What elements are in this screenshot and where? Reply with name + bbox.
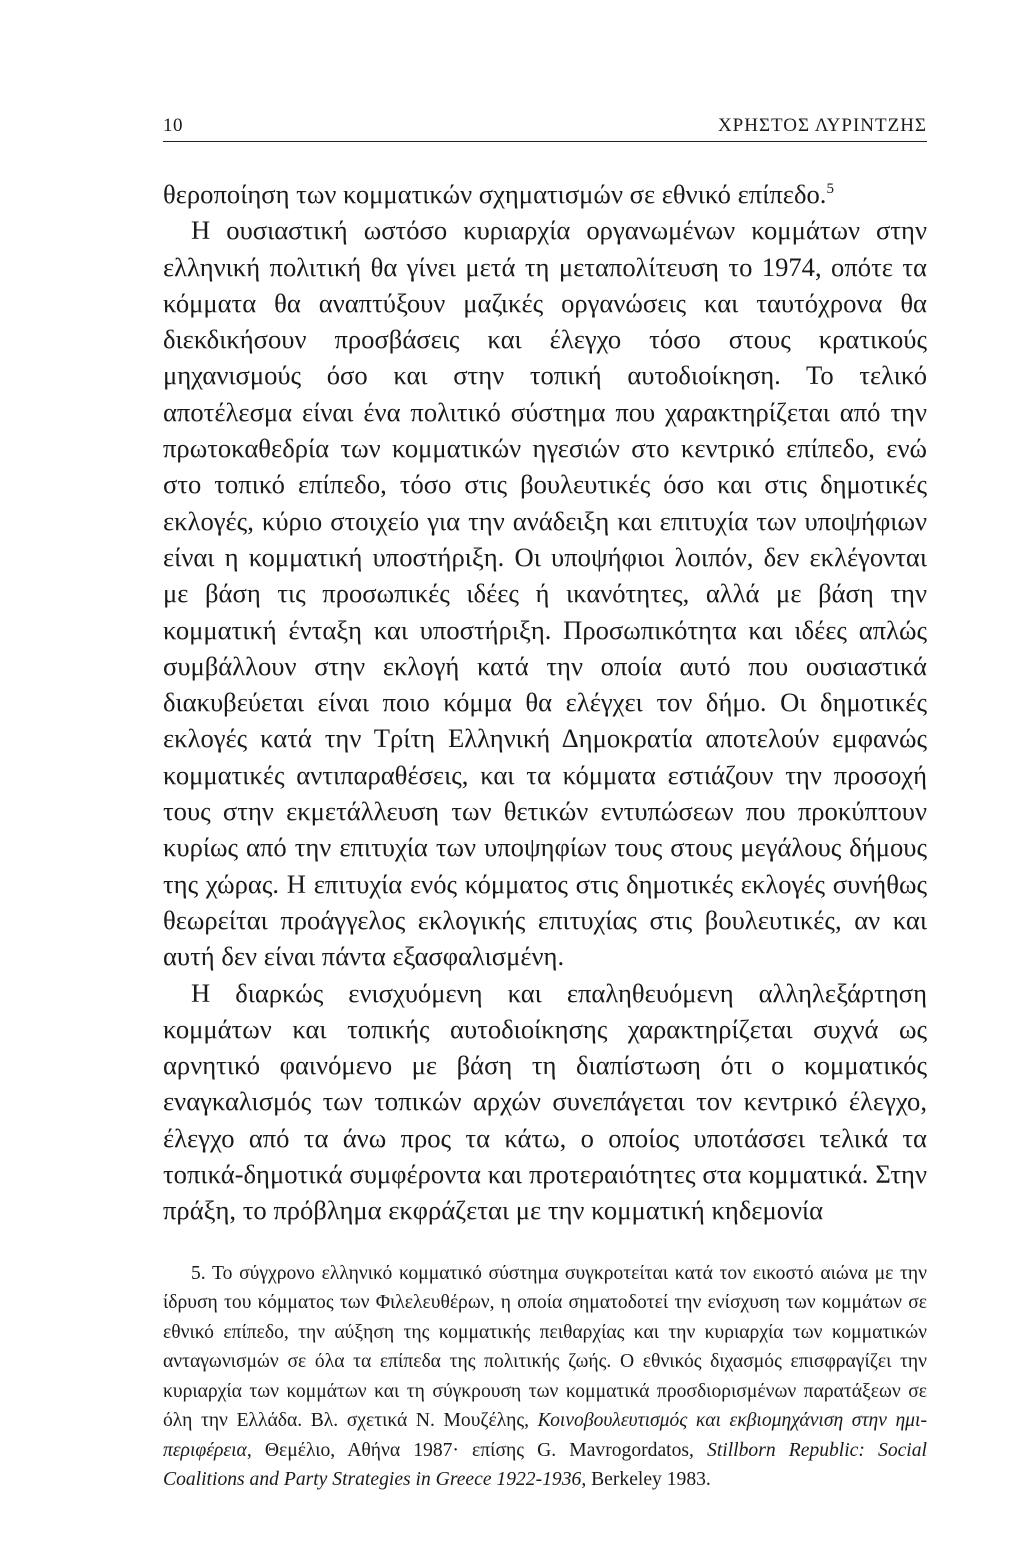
footnote-book-title-1: Κοινοβουλευτισμός και εκβιομηχάνιση στην ημι-περιφέρεια bbox=[163, 1410, 927, 1461]
footnote-reference[interactable]: 5 bbox=[826, 181, 834, 198]
footnote-text-3: , Berkeley 1983. bbox=[581, 1469, 711, 1491]
footnotes bbox=[163, 1259, 927, 1495]
book-page bbox=[163, 112, 927, 1495]
running-head-author: ΧΡΗΣΤΟΣ ΛΥΡΙΝΤΖΗΣ bbox=[717, 115, 927, 136]
running-head bbox=[163, 112, 927, 142]
footnote-text-1: 5. Το σύγχρονο ελληνικό κομματικό σύστημα συγκροτείται κατά τον εικοστό αιώνα με την ίδρυση του κόμματος των Φιλελευθέρων, η οποία σηματοδοτεί την ενίσχυση των κομμάτων σε εθνικό επίπεδο, την αύξηση της κομματικής πειθαρχίας και την κυριαρχία των κομματικών ανταγωνισμών σε όλα τα επίπεδα της πολιτικής ζωής. Ο εθνικός διχασμός επισφραγίζει την κυριαρχία των κομμάτων και τη σύγκρουση των κομματικά προσδιορισμένων παρατάξεων σε όλη την Ελλάδα. Βλ. σχετικά Ν. Μουζέλης, bbox=[163, 1262, 927, 1432]
footnote-book-title-2: Stillborn Republic: Social Coalitions and Party Strategies in Greece 1922-1936 bbox=[163, 1439, 927, 1491]
paragraph-continued bbox=[163, 176, 927, 212]
footnote-text-2: , Θεμέλιο, Αθήνα 1987· επίσης G. Mavrogordatos, bbox=[246, 1439, 708, 1461]
page-number: 10 bbox=[163, 115, 183, 136]
footnote-5 bbox=[163, 1259, 927, 1495]
main-text bbox=[163, 176, 927, 1229]
paragraph-2: Η ουσιαστική ωστόσο κυριαρχία οργανωμένων κομμάτων στην ελληνική πολιτική θα γίνει μετά τη μεταπολίτευση το 1974, οπότε τα κόμματα θα αναπτύξουν μαζικές οργανώσεις και ταυτόχρονα θα διεκδικήσουν προσβάσεις και έλεγχο τόσο στους κρατικούς μηχανισμούς όσο και στην τοπική αυτοδιοίκηση. Το τελικό αποτέλεσμα είναι ένα πολιτικό σύστημα που χαρακτηρίζεται από την πρωτοκαθεδρία των κομματικών ηγεσιών στο κεντρικό επίπεδο, ενώ στο τοπικό επίπεδο, τόσο στις βουλευτικές όσο και στις δημοτικές εκλογές, κύριο στοιχείο για την ανάδειξη και επιτυχία των υποψήφιων είναι η κομματική υποστήριξη. Οι υποψήφιοι λοιπόν, δεν εκλέγονται με βάση τις προσωπικές ιδέες ή ικανότητες, αλλά με βάση την κομματική ένταξη και υποστήριξη. Προσωπικότητα και ιδέες απλώς συμβάλλουν στην εκλογή κατά την οποία αυτό που ουσιαστικά διακυβεύεται είναι ποιο κόμμα θα ελέγχει τον δήμο. Οι δημοτικές εκλογές κατά την Τρίτη Ελληνική Δημοκρατία αποτελούν εμφανώς κομματικές αντιπαραθέσεις, και τα κόμματα εστιάζουν την προσοχή τους στην εκμετάλλευση των θετικών εντυπώσεων που προκύπτουν κυρίως από την επιτυχία των υποψηφίων τους στους μεγάλους δήμους της χώρας. Η επιτυχία ενός κόμματος στις δημοτικές εκλογές συνήθως θεωρείται προάγγελος εκλογικής επιτυχίας στις βουλευτικές, αν και αυτή δεν είναι πάντα εξασφαλισμένη. bbox=[163, 215, 927, 972]
paragraph-3: Η διαρκώς ενισχυόμενη και επαληθευόμενη αλληλεξάρτηση κομμάτων και τοπικής αυτοδιοίκησης χαρακτηρίζεται συχνά ως αρνητικό φαινόμενο με βάση τη διαπίστωση ότι ο κομματικός εναγκαλισμός των τοπικών αρχών συνεπάγεται τον κεντρικό έλεγχο, έλεγχο από τα άνω προς τα κάτω, ο οποίος υποτάσσει τελικά τα τοπικά-δημοτικά συμφέροντα και προτεραιότητες στα κομματικά. Στην πράξη, το πρόβλημα εκφράζεται με την κομματική κηδεμονία bbox=[163, 977, 927, 1226]
paragraph-1-text: θεροποίηση των κομματικών σχηματισμών σε εθνικό επίπεδο. bbox=[163, 179, 827, 209]
